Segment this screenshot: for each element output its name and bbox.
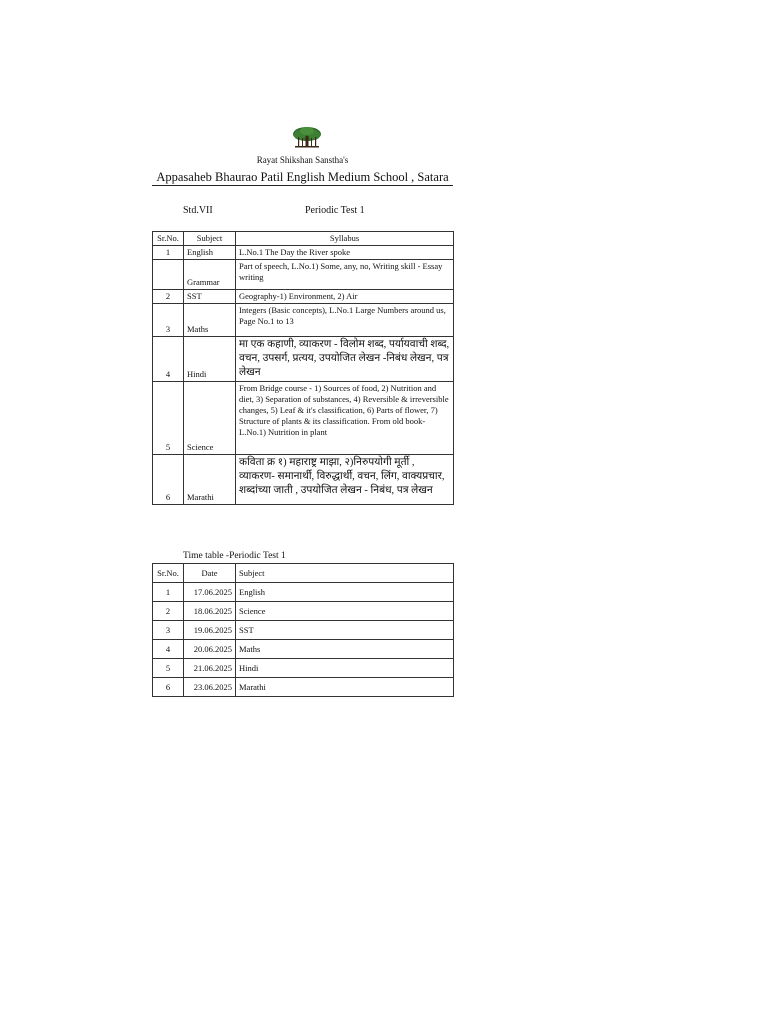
column-header: Subject: [184, 232, 236, 246]
subject-cell: English: [184, 246, 236, 260]
sr-cell: [153, 260, 184, 290]
subject-cell: Science: [184, 382, 236, 455]
subject-cell: Grammar: [184, 260, 236, 290]
table-row: [153, 659, 454, 678]
table-header-row: [153, 232, 454, 246]
syllabus-cell: Integers (Basic concepts), L.No.1 Large Numbers around us, Page No.1 to 13: [236, 304, 454, 337]
table-row: [153, 304, 454, 337]
table-row: [153, 260, 454, 290]
header-divider: [152, 185, 453, 186]
table-row: [153, 640, 454, 659]
school-name: Appasaheb Bhaurao Patil English Medium School , Satara: [156, 170, 449, 184]
exam-title: Periodic Test 1: [305, 205, 365, 216]
subject-cell: Science: [236, 602, 454, 621]
column-header: Sr.No.: [153, 564, 184, 583]
sr-cell: 2: [153, 290, 184, 304]
table-row: [153, 583, 454, 602]
date-cell: 20.06.2025: [184, 640, 236, 659]
column-header: Syllabus: [236, 232, 454, 246]
subject-cell: Marathi: [236, 678, 454, 697]
table-row: [153, 678, 454, 697]
date-cell: 21.06.2025: [184, 659, 236, 678]
syllabus-cell: Part of speech, L.No.1) Some, any, no, Writing skill - Essay writing: [236, 260, 454, 290]
sr-cell: 1: [153, 246, 184, 260]
date-cell: 17.06.2025: [184, 583, 236, 602]
table-row: [153, 246, 454, 260]
date-cell: 18.06.2025: [184, 602, 236, 621]
sr-cell: 6: [153, 678, 184, 697]
subject-cell: Maths: [236, 640, 454, 659]
table-header-row: [153, 564, 454, 583]
table-row: [153, 602, 454, 621]
sr-cell: 5: [153, 659, 184, 678]
syllabus-cell: L.No.1 The Day the River spoke: [236, 246, 454, 260]
timetable-table: [152, 563, 454, 697]
table-row: [153, 455, 454, 505]
subject-cell: SST: [184, 290, 236, 304]
organization-name: Rayat Shikshan Sanstha's: [256, 155, 349, 165]
date-cell: 19.06.2025: [184, 621, 236, 640]
sr-cell: 4: [153, 640, 184, 659]
sr-cell: 3: [153, 621, 184, 640]
subject-cell: Marathi: [184, 455, 236, 505]
table-row: [153, 382, 454, 455]
syllabus-cell: From Bridge course - 1) Sources of food, 2) Nutrition and diet, 3) Separation of substances, 4) Reversible & irreversible changes, 5) Leaf & it's classification, 6) Parts of flower, 7) Structure of plants & its classification. From old book-L.No.1) Nutrition in plant: [236, 382, 454, 455]
timetable-title: Time table -Periodic Test 1: [183, 551, 286, 561]
syllabus-cell: मा एक कहाणी, व्याकरण - विलोम शब्द, पर्यायवाची शब्द, वचन, उपसर्ग, प्रत्यय, उपयोजित लेखन -निबंध लेखन, पत्र लेखन: [236, 337, 454, 382]
syllabus-cell: Geography-1) Environment, 2) Air: [236, 290, 454, 304]
subject-cell: English: [236, 583, 454, 602]
subject-cell: Hindi: [184, 337, 236, 382]
column-header: Sr.No.: [153, 232, 184, 246]
date-cell: 23.06.2025: [184, 678, 236, 697]
subject-cell: Hindi: [236, 659, 454, 678]
sr-cell: 2: [153, 602, 184, 621]
sr-cell: 1: [153, 583, 184, 602]
banyan-tree-icon: [292, 126, 322, 148]
syllabus-cell: कविता क्र १) महाराष्ट्र माझा, २)निरुपयोगी मूर्ती , व्याकरण- समानार्थी, विरुद्धार्थी, वचन, लिंग, वाक्यप्रचार, शब्दांच्या जाती , उपयोजित लेखन - निबंध, पत्र लेखन: [236, 455, 454, 505]
table-row: [153, 337, 454, 382]
sr-cell: 3: [153, 304, 184, 337]
sr-cell: 4: [153, 337, 184, 382]
column-header: Date: [184, 564, 236, 583]
sr-cell: 6: [153, 455, 184, 505]
column-header: Subject: [236, 564, 454, 583]
standard-label: Std.VII: [183, 205, 213, 216]
syllabus-table: [152, 231, 454, 505]
subject-cell: SST: [236, 621, 454, 640]
subject-cell: Maths: [184, 304, 236, 337]
table-row: [153, 621, 454, 640]
sr-cell: 5: [153, 382, 184, 455]
table-row: [153, 290, 454, 304]
